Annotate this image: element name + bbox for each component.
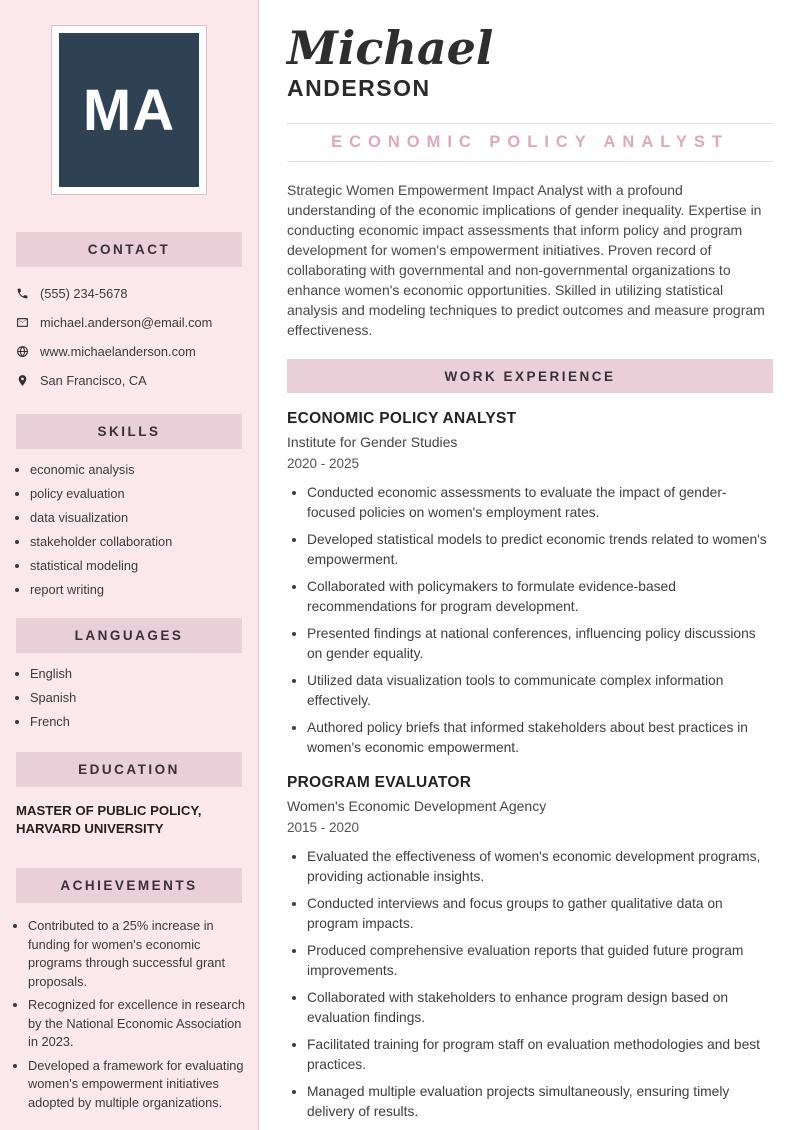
- skills-list: [0, 462, 258, 597]
- contact-email: [16, 315, 242, 330]
- mail-icon: [16, 316, 29, 329]
- language-item: • French: [30, 714, 258, 729]
- job-entry: [287, 410, 773, 757]
- contact-website: [16, 344, 242, 359]
- achievement-item: • Contributed to a 25% increase in funding for women's economic programs through successful grant proposals.: [28, 917, 258, 991]
- profile-initials: MA: [82, 77, 176, 143]
- divider-line: [287, 161, 773, 162]
- job-bullet: • Produced comprehensive evaluation reports that guided future program improvements.: [307, 941, 773, 980]
- job-bullet: • Collaborated with policymakers to formulate evidence-based recommendations for program development.: [307, 577, 773, 616]
- education-degree: MASTER OF PUBLIC POLICY, HARVARD UNIVERSITY: [16, 803, 202, 836]
- divider-line: [287, 123, 773, 124]
- location-icon: [16, 374, 29, 387]
- job-title: PROGRAM EVALUATOR: [287, 774, 472, 791]
- first-name: Michael: [287, 21, 494, 75]
- language-item: • English: [30, 666, 258, 681]
- phone-icon: [16, 287, 29, 300]
- skill-item: • statistical modeling: [30, 558, 258, 573]
- skill-item: • policy evaluation: [30, 486, 258, 501]
- achievement-item: • Developed a framework for evaluating women's empowerment initiatives adopted by multiple organizations.: [28, 1057, 258, 1113]
- job-entry: [287, 774, 773, 1121]
- achievement-item: • Recognized for excellence in research by the National Economic Association in 2023.: [28, 996, 258, 1052]
- languages-list: [0, 666, 258, 729]
- skill-item: • data visualization: [30, 510, 258, 525]
- professional-summary: Strategic Women Empowerment Impact Analyst with a profound understanding of the economic implications of gender inequality. Expertise in conducting economic impact assessments that inform policy and program development for women's empowerment initiatives. Proven record of collaborating with governmental and non-governmental organizations to enhance women's economic opportunities. Skilled in utilizing statistical analysis and modeling techniques to predict outcomes and measure program effectiveness.: [287, 182, 765, 338]
- job-bullet: • Presented findings at national conferences, influencing policy discussions on gender equality.: [307, 624, 773, 663]
- work-experience-title: WORK EXPERIENCE: [444, 368, 616, 384]
- contact-location: [16, 373, 242, 388]
- language-item: • Spanish: [30, 690, 258, 705]
- job-bullet: • Managed multiple evaluation projects simultaneously, ensuring timely delivery of results.: [307, 1082, 773, 1121]
- contact-list: [0, 267, 258, 388]
- skills-section-title: SKILLS: [97, 424, 161, 439]
- education-section-header: [16, 752, 242, 787]
- role-title: ECONOMIC POLICY ANALYST: [331, 133, 729, 151]
- job-company: Women's Economic Development Agency: [287, 798, 547, 814]
- job-bullet: • Conducted interviews and focus groups to gather qualitative data on program impacts.: [307, 894, 773, 933]
- skill-item: • report writing: [30, 582, 258, 597]
- achievements-section-title: ACHIEVEMENTS: [60, 878, 198, 893]
- education-section-title: EDUCATION: [78, 762, 180, 777]
- contact-website-text: www.michaelanderson.com: [40, 344, 196, 359]
- contact-phone-text: (555) 234-5678: [40, 286, 128, 301]
- contact-section-header: [16, 232, 242, 267]
- sidebar: [0, 0, 259, 1130]
- job-bullet: • Authored policy briefs that informed stakeholders about best practices in women's economic empowerment.: [307, 718, 773, 757]
- job-company: Institute for Gender Studies: [287, 434, 458, 450]
- contact-section-title: CONTACT: [87, 242, 171, 257]
- job-dates: 2015 - 2020: [287, 820, 360, 835]
- job-bullet: • Facilitated training for program staff on evaluation methodologies and best practices.: [307, 1035, 773, 1074]
- work-experience-header: [287, 359, 773, 393]
- job-bullet: • Evaluated the effectiveness of women's economic development programs, providing actionable insights.: [307, 847, 773, 886]
- job-bullet-list: [287, 847, 773, 1121]
- job-bullet: • Utilized data visualization tools to communicate complex information effectively.: [307, 671, 773, 710]
- contact-location-text: San Francisco, CA: [40, 373, 147, 388]
- contact-email-text: michael.anderson@email.com: [40, 315, 213, 330]
- skill-item: • economic analysis: [30, 462, 258, 477]
- job-dates: 2020 - 2025: [287, 456, 360, 471]
- job-title: ECONOMIC POLICY ANALYST: [287, 410, 517, 427]
- profile-photo-frame: [51, 25, 207, 195]
- skill-item: • stakeholder collaboration: [30, 534, 258, 549]
- skills-section-header: [16, 414, 242, 449]
- languages-section-header: [16, 618, 242, 653]
- main-content: [287, 0, 773, 1129]
- last-name: ANDERSON: [287, 75, 431, 101]
- job-bullet: • Developed statistical models to predict economic trends related to women's empowerment.: [307, 530, 773, 569]
- achievements-list: [0, 917, 258, 1112]
- globe-icon: [16, 345, 29, 358]
- job-bullet: • Conducted economic assessments to evaluate the impact of gender-focused policies on women's employment rates.: [307, 483, 773, 522]
- job-bullet-list: [287, 483, 773, 757]
- contact-phone: [16, 286, 242, 301]
- job-bullet: • Collaborated with stakeholders to enhance program design based on evaluation findings.: [307, 988, 773, 1027]
- languages-section-title: LANGUAGES: [74, 628, 184, 643]
- profile-photo: [59, 33, 199, 187]
- achievements-section-header: [16, 868, 242, 903]
